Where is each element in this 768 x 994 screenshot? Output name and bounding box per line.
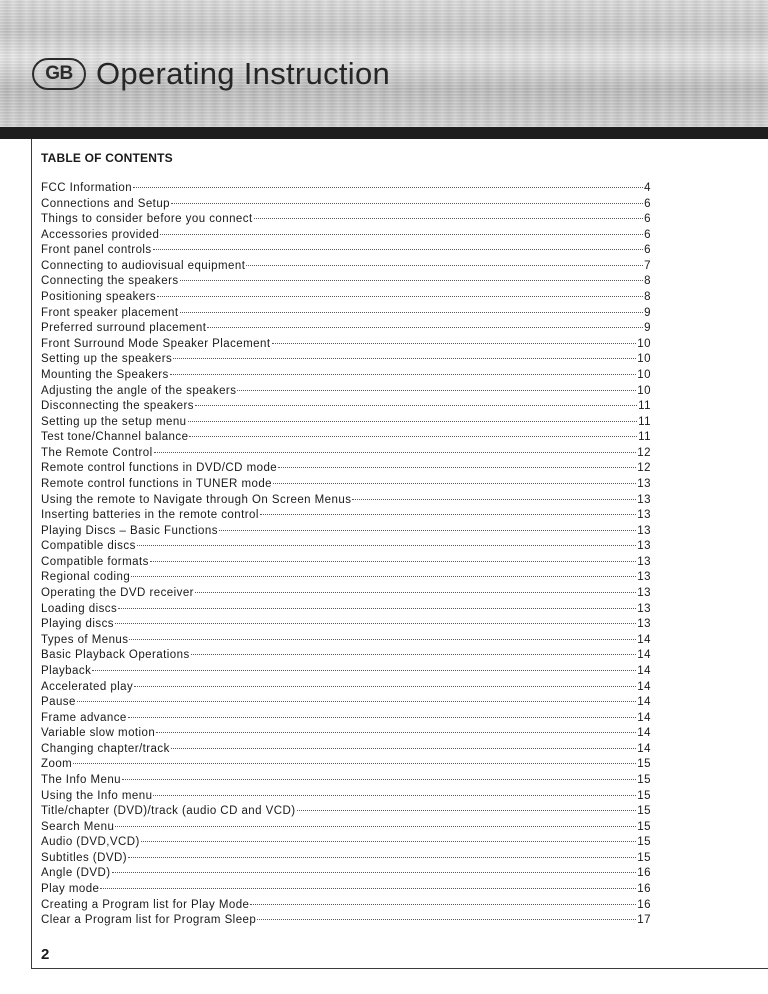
toc-entry-page: 10 bbox=[637, 384, 651, 397]
toc-entry[interactable] bbox=[41, 260, 651, 276]
toc-entry-label: Disconnecting the speakers bbox=[41, 400, 194, 413]
toc-dot-leader bbox=[246, 265, 643, 266]
toc-entry[interactable] bbox=[41, 899, 651, 915]
toc-entry[interactable] bbox=[41, 743, 651, 759]
toc-entry-label: Connections and Setup bbox=[41, 197, 171, 210]
toc-entry-label: Preferred surround placement bbox=[41, 322, 207, 335]
toc-entry-label: Accelerated play bbox=[41, 680, 134, 693]
toc-entry-page: 10 bbox=[637, 368, 651, 381]
toc-dot-leader bbox=[278, 467, 636, 468]
toc-dot-leader bbox=[170, 374, 637, 375]
toc-dot-leader bbox=[160, 234, 643, 235]
toc-entry[interactable] bbox=[41, 618, 651, 634]
toc-dot-leader bbox=[195, 405, 637, 406]
toc-entry[interactable] bbox=[41, 696, 651, 712]
toc-dot-leader bbox=[260, 514, 636, 515]
toc-entry-page: 13 bbox=[637, 571, 651, 584]
toc-entry-page: 4 bbox=[644, 182, 651, 194]
toc-entry-label: Clear a Program list for Program Sleep bbox=[41, 914, 257, 927]
toc-entry[interactable] bbox=[41, 681, 651, 697]
header-banner bbox=[0, 0, 768, 127]
toc-entry[interactable] bbox=[41, 229, 651, 245]
toc-entry-page: 9 bbox=[644, 322, 651, 335]
toc-entry-page: 14 bbox=[637, 633, 651, 646]
toc-entry-label: Operating the DVD receiver bbox=[41, 587, 194, 600]
toc-entry[interactable] bbox=[41, 213, 651, 229]
toc-dot-leader bbox=[180, 312, 644, 313]
toc-list bbox=[41, 182, 651, 930]
toc-entry-page: 6 bbox=[644, 197, 651, 210]
toc-entry-label: Compatible discs bbox=[41, 540, 136, 553]
toc-entry-page: 15 bbox=[637, 836, 651, 849]
toc-entry-label: Positioning speakers bbox=[41, 291, 157, 304]
toc-entry-page: 8 bbox=[644, 275, 651, 288]
toc-entry-page: 14 bbox=[637, 680, 651, 693]
toc-dot-leader bbox=[77, 701, 636, 702]
toc-entry-page: 13 bbox=[637, 618, 651, 631]
toc-dot-leader bbox=[137, 545, 637, 546]
toc-entry-page: 13 bbox=[637, 477, 651, 490]
toc-entry[interactable] bbox=[41, 462, 651, 478]
toc-entry-page: 14 bbox=[637, 696, 651, 709]
toc-entry[interactable] bbox=[41, 431, 651, 447]
toc-dot-leader bbox=[189, 436, 637, 437]
toc-entry-label: Things to consider before you connect bbox=[41, 213, 253, 226]
toc-dot-leader bbox=[157, 296, 643, 297]
toc-entry[interactable] bbox=[41, 369, 651, 385]
toc-entry[interactable] bbox=[41, 727, 651, 743]
toc-dot-leader bbox=[297, 810, 637, 811]
toc-entry-label: Front speaker placement bbox=[41, 306, 179, 319]
toc-entry-label: Angle (DVD) bbox=[41, 867, 111, 880]
toc-entry-page: 13 bbox=[637, 602, 651, 615]
toc-entry-page: 15 bbox=[637, 820, 651, 833]
toc-entry-label: Front Surround Mode Speaker Placement bbox=[41, 337, 271, 350]
toc-dot-leader bbox=[122, 779, 636, 780]
toc-entry-label: Zoom bbox=[41, 758, 73, 771]
toc-dot-leader bbox=[171, 203, 643, 204]
page-number: 2 bbox=[41, 946, 50, 963]
toc-dot-leader bbox=[128, 857, 636, 858]
toc-dot-leader bbox=[100, 888, 636, 889]
toc-dot-leader bbox=[156, 732, 636, 733]
toc-entry[interactable] bbox=[41, 571, 651, 587]
toc-entry-page: 16 bbox=[637, 883, 651, 896]
toc-dot-leader bbox=[195, 592, 636, 593]
toc-dot-leader bbox=[115, 623, 636, 624]
toc-dot-leader bbox=[254, 218, 644, 219]
toc-entry[interactable] bbox=[41, 540, 651, 556]
toc-entry-label: Accessories provided bbox=[41, 228, 160, 241]
toc-entry-label: Playing discs bbox=[41, 618, 114, 631]
toc-entry-label: Compatible formats bbox=[41, 555, 149, 568]
toc-entry-label: The Info Menu bbox=[41, 773, 122, 786]
toc-dot-leader bbox=[153, 795, 636, 796]
toc-entry[interactable] bbox=[41, 244, 651, 260]
toc-entry[interactable] bbox=[41, 774, 651, 790]
toc-entry-label: Test tone/Channel balance bbox=[41, 431, 189, 444]
toc-entry[interactable] bbox=[41, 338, 651, 354]
toc-entry[interactable] bbox=[41, 821, 651, 837]
toc-dot-leader bbox=[115, 826, 636, 827]
toc-dot-leader bbox=[237, 390, 636, 391]
toc-entry[interactable] bbox=[41, 836, 651, 852]
toc-entry-page: 16 bbox=[637, 867, 651, 880]
toc-entry[interactable] bbox=[41, 182, 651, 198]
toc-entry[interactable] bbox=[41, 291, 651, 307]
toc-dot-leader bbox=[272, 343, 637, 344]
toc-entry-label: Setting up the speakers bbox=[41, 353, 173, 366]
gb-language-badge: GB bbox=[32, 58, 86, 90]
toc-dot-leader bbox=[133, 187, 643, 188]
toc-entry-page: 7 bbox=[644, 259, 651, 272]
toc-entry-page: 14 bbox=[637, 727, 651, 740]
toc-dot-leader bbox=[219, 530, 636, 531]
toc-entry-label: Mounting the Speakers bbox=[41, 368, 169, 381]
toc-entry[interactable] bbox=[41, 712, 651, 728]
toc-entry[interactable] bbox=[41, 805, 651, 821]
toc-entry-label: Playing Discs – Basic Functions bbox=[41, 524, 218, 537]
toc-entry[interactable] bbox=[41, 603, 651, 619]
toc-entry-label: Loading discs bbox=[41, 602, 118, 615]
toc-entry-page: 13 bbox=[637, 555, 651, 568]
toc-entry-label: Adjusting the angle of the speakers bbox=[41, 384, 237, 397]
toc-entry-page: 6 bbox=[644, 213, 651, 226]
toc-entry-label: Using the Info menu bbox=[41, 789, 153, 802]
toc-entry-page: 17 bbox=[637, 914, 651, 927]
toc-entry[interactable] bbox=[41, 758, 651, 774]
toc-entry-page: 16 bbox=[637, 898, 651, 911]
toc-dot-leader bbox=[191, 654, 637, 655]
toc-entry-label: Play mode bbox=[41, 883, 100, 896]
toc-entry-label: Basic Playback Operations bbox=[41, 649, 190, 662]
toc-entry-page: 8 bbox=[644, 291, 651, 304]
toc-entry[interactable] bbox=[41, 883, 651, 899]
toc-entry-page: 13 bbox=[637, 493, 651, 506]
toc-entry[interactable] bbox=[41, 634, 651, 650]
toc-entry-label: Types of Menus bbox=[41, 633, 129, 646]
toc-entry-label: Search Menu bbox=[41, 820, 115, 833]
toc-dot-leader bbox=[180, 280, 644, 281]
toc-entry-label: Regional coding bbox=[41, 571, 131, 584]
toc-dot-leader bbox=[118, 608, 636, 609]
toc-dot-leader bbox=[250, 904, 636, 905]
toc-entry-page: 13 bbox=[637, 509, 651, 522]
toc-dot-leader bbox=[207, 327, 643, 328]
toc-entry-page: 13 bbox=[637, 540, 651, 553]
toc-entry-label: FCC Information bbox=[41, 182, 133, 194]
toc-dot-leader bbox=[131, 576, 636, 577]
toc-dot-leader bbox=[134, 686, 636, 687]
toc-entry-label: The Remote Control bbox=[41, 446, 153, 459]
toc-entry-label: Remote control functions in TUNER mode bbox=[41, 477, 273, 490]
toc-entry[interactable] bbox=[41, 478, 651, 494]
toc-entry-page: 15 bbox=[637, 805, 651, 818]
toc-dot-leader bbox=[188, 421, 638, 422]
toc-dot-leader bbox=[154, 452, 637, 453]
toc-entry[interactable] bbox=[41, 447, 651, 463]
toc-dot-leader bbox=[128, 717, 637, 718]
toc-dot-leader bbox=[171, 748, 636, 749]
toc-dot-leader bbox=[141, 841, 637, 842]
toc-entry-label: Connecting to audiovisual equipment bbox=[41, 259, 246, 272]
toc-dot-leader bbox=[73, 763, 636, 764]
toc-entry-page: 6 bbox=[644, 244, 651, 257]
toc-entry[interactable] bbox=[41, 852, 651, 868]
toc-entry-label: Front panel controls bbox=[41, 244, 152, 257]
toc-dot-leader bbox=[112, 872, 637, 873]
toc-entry-page: 15 bbox=[637, 773, 651, 786]
toc-entry-label: Audio (DVD,VCD) bbox=[41, 836, 140, 849]
toc-entry-page: 10 bbox=[637, 353, 651, 366]
toc-dot-leader bbox=[150, 561, 636, 562]
toc-entry[interactable] bbox=[41, 587, 651, 603]
toc-entry-page: 14 bbox=[637, 649, 651, 662]
toc-entry[interactable] bbox=[41, 353, 651, 369]
toc-entry[interactable] bbox=[41, 649, 651, 665]
toc-entry[interactable] bbox=[41, 416, 651, 432]
toc-entry-page: 10 bbox=[637, 337, 651, 350]
toc-entry-label: Using the remote to Navigate through On Screen Menus bbox=[41, 493, 352, 506]
toc-dot-leader bbox=[153, 249, 644, 250]
toc-entry-label: Setting up the setup menu bbox=[41, 415, 187, 428]
toc-entry-label: Pause bbox=[41, 696, 76, 709]
toc-entry-label: Frame advance bbox=[41, 711, 127, 724]
toc-entry-label: Variable slow motion bbox=[41, 727, 156, 740]
toc-dot-leader bbox=[173, 358, 636, 359]
toc-entry-page: 14 bbox=[637, 711, 651, 724]
left-margin-rule bbox=[31, 139, 32, 969]
header-title bbox=[32, 54, 390, 94]
toc-entry[interactable] bbox=[41, 307, 651, 323]
toc-entry-label: Changing chapter/track bbox=[41, 742, 170, 755]
toc-entry-page: 14 bbox=[637, 742, 651, 755]
toc-entry[interactable] bbox=[41, 198, 651, 214]
toc-entry-page: 12 bbox=[637, 446, 651, 459]
toc-entry-page: 15 bbox=[637, 789, 651, 802]
toc-entry-page: 13 bbox=[637, 524, 651, 537]
toc-entry-page: 15 bbox=[637, 851, 651, 864]
toc-dot-leader bbox=[273, 483, 636, 484]
toc-entry-page: 11 bbox=[638, 431, 651, 444]
toc-entry[interactable] bbox=[41, 556, 651, 572]
toc-entry[interactable] bbox=[41, 914, 651, 930]
toc-entry[interactable] bbox=[41, 400, 651, 416]
toc-dot-leader bbox=[257, 919, 636, 920]
toc-heading: TABLE OF CONTENTS bbox=[41, 151, 173, 165]
toc-entry-label: Connecting the speakers bbox=[41, 275, 179, 288]
toc-entry-page: 13 bbox=[637, 587, 651, 600]
toc-entry[interactable] bbox=[41, 790, 651, 806]
toc-entry-label: Playback bbox=[41, 664, 92, 677]
toc-entry-page: 15 bbox=[637, 758, 651, 771]
toc-entry[interactable] bbox=[41, 494, 651, 510]
toc-dot-leader bbox=[352, 499, 636, 500]
toc-entry-label: Subtitles (DVD) bbox=[41, 851, 127, 864]
toc-entry[interactable] bbox=[41, 275, 651, 291]
toc-entry[interactable] bbox=[41, 322, 651, 338]
toc-dot-leader bbox=[92, 670, 636, 671]
toc-entry-page: 6 bbox=[644, 228, 651, 241]
toc-entry-label: Title/chapter (DVD)/track (audio CD and VCD) bbox=[41, 805, 296, 818]
page-title: Operating Instruction bbox=[96, 56, 391, 91]
toc-entry-page: 12 bbox=[637, 462, 651, 475]
toc-entry-page: 11 bbox=[638, 415, 651, 428]
header-divider-band bbox=[0, 127, 768, 139]
toc-entry[interactable] bbox=[41, 509, 651, 525]
toc-entry[interactable] bbox=[41, 385, 651, 401]
toc-entry-page: 11 bbox=[638, 400, 651, 413]
bottom-rule bbox=[31, 968, 768, 969]
toc-entry[interactable] bbox=[41, 665, 651, 681]
toc-dot-leader bbox=[129, 639, 636, 640]
toc-entry-page: 14 bbox=[637, 664, 651, 677]
toc-entry-page: 9 bbox=[644, 306, 651, 319]
toc-entry[interactable] bbox=[41, 867, 651, 883]
toc-entry-label: Inserting batteries in the remote control bbox=[41, 509, 259, 522]
toc-entry[interactable] bbox=[41, 525, 651, 541]
toc-entry-label: Creating a Program list for Play Mode bbox=[41, 898, 250, 911]
toc-entry-label: Remote control functions in DVD/CD mode bbox=[41, 462, 278, 475]
